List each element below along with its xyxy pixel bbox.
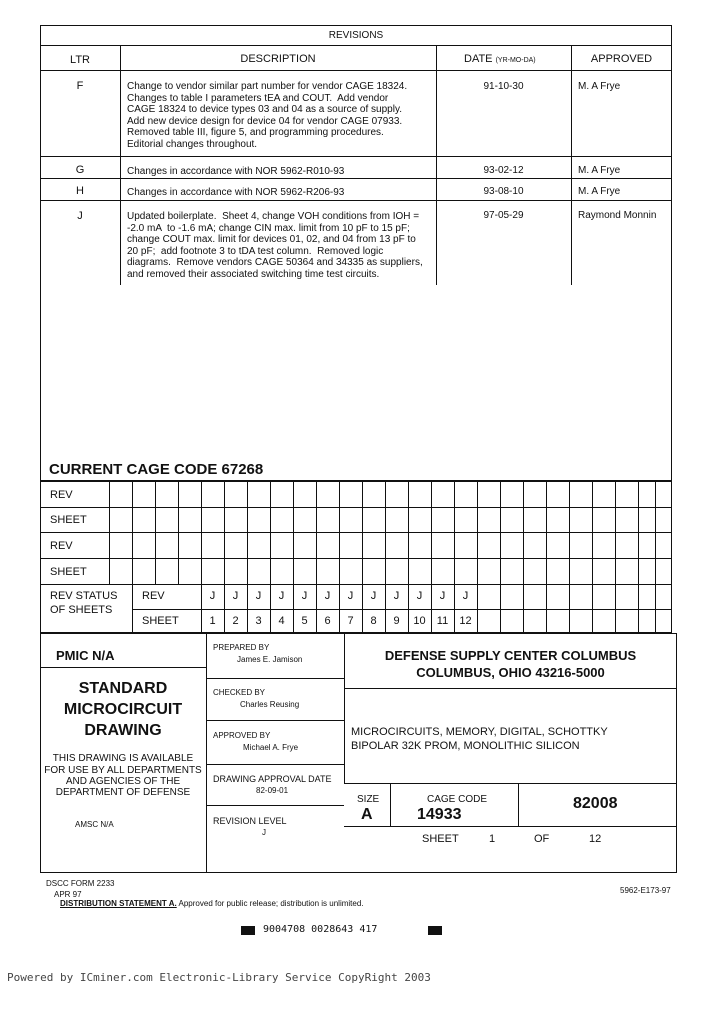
status-rev-cell: J xyxy=(393,590,400,602)
pmic: PMIC N/A xyxy=(56,648,115,663)
form-date: APR 97 xyxy=(54,890,82,899)
revision-description: Changes in accordance with NOR 5962-R206-93 xyxy=(127,187,345,198)
revision-ltr: J xyxy=(77,210,83,222)
availability-line-2: FOR USE BY ALL DEPARTMENTS xyxy=(44,765,202,776)
status-sheet-cell: 7 xyxy=(347,615,354,627)
status-rev-cell: J xyxy=(232,590,239,602)
revision-ltr: F xyxy=(76,80,84,92)
status-sheet-cell: 5 xyxy=(301,615,308,627)
revision-level-value: J xyxy=(262,828,266,837)
revision-description: Updated boilerplate. Sheet 4, change VOH conditions from IOH = -2.0 mA to -1.6 mA; change CIN max. limit from 10 pF to 15 pF; change COUT max. limit for devices 01, 02, and 04 from 13 pF to 20 pF; add footnote 3 to tDA test column. Removed logic diagrams. Remove vendors CAGE 50364 and 34335 as suppliers, and removed their associated switching time test circuits. xyxy=(127,211,423,280)
drawing-description-2: BIPOLAR 32K PROM, MONOLITHIC SILICON xyxy=(351,740,580,752)
approved-by-label: APPROVED BY xyxy=(213,731,271,740)
revision-date: 91-10-30 xyxy=(483,81,524,92)
revision-approved: Raymond Monnin xyxy=(578,210,657,221)
document-number: 5962-E173-97 xyxy=(620,886,671,895)
status-rev-cell: J xyxy=(324,590,331,602)
status-rev-cell: J xyxy=(347,590,354,602)
amsc: AMSC N/A xyxy=(75,820,114,829)
status-sheet-cell: 6 xyxy=(324,615,331,627)
drawing-number: 82008 xyxy=(573,795,618,812)
of-value: 12 xyxy=(589,833,602,845)
status-rev-cell: J xyxy=(255,590,262,602)
status-rev-cell: J xyxy=(439,590,446,602)
availability-line-1: THIS DRAWING IS AVAILABLE xyxy=(52,753,194,764)
revisions-title: REVISIONS xyxy=(328,30,384,41)
rev-status-label: REV STATUS xyxy=(50,590,118,602)
status-rev-cell: J xyxy=(301,590,308,602)
header-date xyxy=(464,53,536,65)
revision-date: 93-02-12 xyxy=(483,165,524,176)
status-sheet-cell: 3 xyxy=(255,615,262,627)
powered-by: Powered by ICminer.com Electronic-Library Service CopyRight 2003 xyxy=(7,971,431,984)
header-date-label: DATE xyxy=(464,53,493,65)
checked-by-name: Charles Reusing xyxy=(240,700,300,709)
of-sheets-label: OF SHEETS xyxy=(50,604,113,616)
status-rev-label: REV xyxy=(142,590,165,602)
header-date-format: (YR-MO-DA) xyxy=(495,57,536,64)
revision-ltr: G xyxy=(75,164,85,176)
revision-approved: M. A Frye xyxy=(578,81,621,92)
status-sheet-label: SHEET xyxy=(142,615,179,627)
prepared-by-label: PREPARED BY xyxy=(213,643,270,652)
revision-level-label: REVISION LEVEL xyxy=(213,816,287,826)
status-sheet-cell: 9 xyxy=(393,615,400,627)
revision-description: Changes in accordance with NOR 5962-R010-93 xyxy=(127,166,345,177)
approved-by-name: Michael A. Frye xyxy=(243,743,299,752)
grid-label-sheet-2: SHEET xyxy=(50,566,87,578)
status-sheet-cell: 4 xyxy=(278,615,285,627)
revision-approved: M. A Frye xyxy=(578,186,621,197)
distribution-text: Approved for public release; distribution is unlimited. xyxy=(178,899,364,908)
size-value: A xyxy=(361,806,373,823)
status-rev-cell: J xyxy=(370,590,377,602)
sheet-label: SHEET xyxy=(422,833,459,845)
revision-date: 97-05-29 xyxy=(483,210,524,221)
cage-code-value: 14933 xyxy=(417,806,462,823)
status-sheet-cell: 8 xyxy=(370,615,377,627)
availability-line-4: DEPARTMENT OF DEFENSE xyxy=(55,787,191,798)
grid-label-rev-1: REV xyxy=(50,489,73,501)
revision-date: 93-08-10 xyxy=(483,186,524,197)
barcode-left-block xyxy=(241,926,255,935)
header-description: DESCRIPTION xyxy=(240,53,316,65)
of-label: OF xyxy=(534,833,550,845)
cage-code-label: CAGE CODE xyxy=(427,794,488,805)
status-sheet-cell: 1 xyxy=(209,615,216,627)
approval-date: 82-09-01 xyxy=(256,786,289,795)
revision-ltr: H xyxy=(76,185,84,197)
status-rev-cell: J xyxy=(278,590,285,602)
prepared-by-name: James E. Jamison xyxy=(237,655,303,664)
grid-label-sheet-1: SHEET xyxy=(50,514,87,526)
standard-title-3: DRAWING xyxy=(84,722,162,739)
status-sheet-cell: 2 xyxy=(232,615,239,627)
status-sheet-cell: 10 xyxy=(413,615,426,627)
status-sheet-cell: 12 xyxy=(459,615,472,627)
distribution-statement xyxy=(60,899,364,908)
barcode-number: 9004708 0028643 417 xyxy=(263,924,378,935)
standard-title-1: STANDARD xyxy=(78,680,168,697)
barcode-right-block xyxy=(428,926,442,935)
agency-line-2: COLUMBUS, OHIO 43216-5000 xyxy=(416,665,605,680)
header-ltr: LTR xyxy=(70,54,90,66)
checked-by-label: CHECKED BY xyxy=(213,688,266,697)
status-sheet-cell: 11 xyxy=(436,615,449,627)
form-number: DSCC FORM 2233 xyxy=(46,879,115,888)
status-rev-cell: J xyxy=(416,590,423,602)
grid-label-rev-2: REV xyxy=(50,540,73,552)
header-approved: APPROVED xyxy=(590,53,653,65)
status-rev-cell: J xyxy=(209,590,216,602)
drawing-description-1: MICROCIRCUITS, MEMORY, DIGITAL, SCHOTTKY xyxy=(351,726,608,738)
revision-approved: M. A Frye xyxy=(578,165,621,176)
availability-line-3: AND AGENCIES OF THE xyxy=(65,776,181,787)
revision-description: Change to vendor similar part number for vendor CAGE 18324. Changes to table I parameters tEA and COUT. Add vendor CAGE 18324 to device types 03 and 04 as a source of supply. Add new device design for device 04 for vendor CAGE 07933. Removed table III, figure 5, and programming procedures. Editorial changes throughout. xyxy=(127,81,408,150)
agency-line-1: DEFENSE SUPPLY CENTER COLUMBUS xyxy=(384,648,637,663)
standard-title-2: MICROCIRCUIT xyxy=(63,701,183,718)
sheet-value: 1 xyxy=(489,833,496,845)
size-label: SIZE xyxy=(357,794,380,805)
current-cage-code: CURRENT CAGE CODE 67268 xyxy=(49,461,264,478)
status-rev-cell: J xyxy=(462,590,469,602)
distribution-label: DISTRIBUTION STATEMENT A. xyxy=(60,899,177,908)
approval-date-label: DRAWING APPROVAL DATE xyxy=(213,774,332,784)
